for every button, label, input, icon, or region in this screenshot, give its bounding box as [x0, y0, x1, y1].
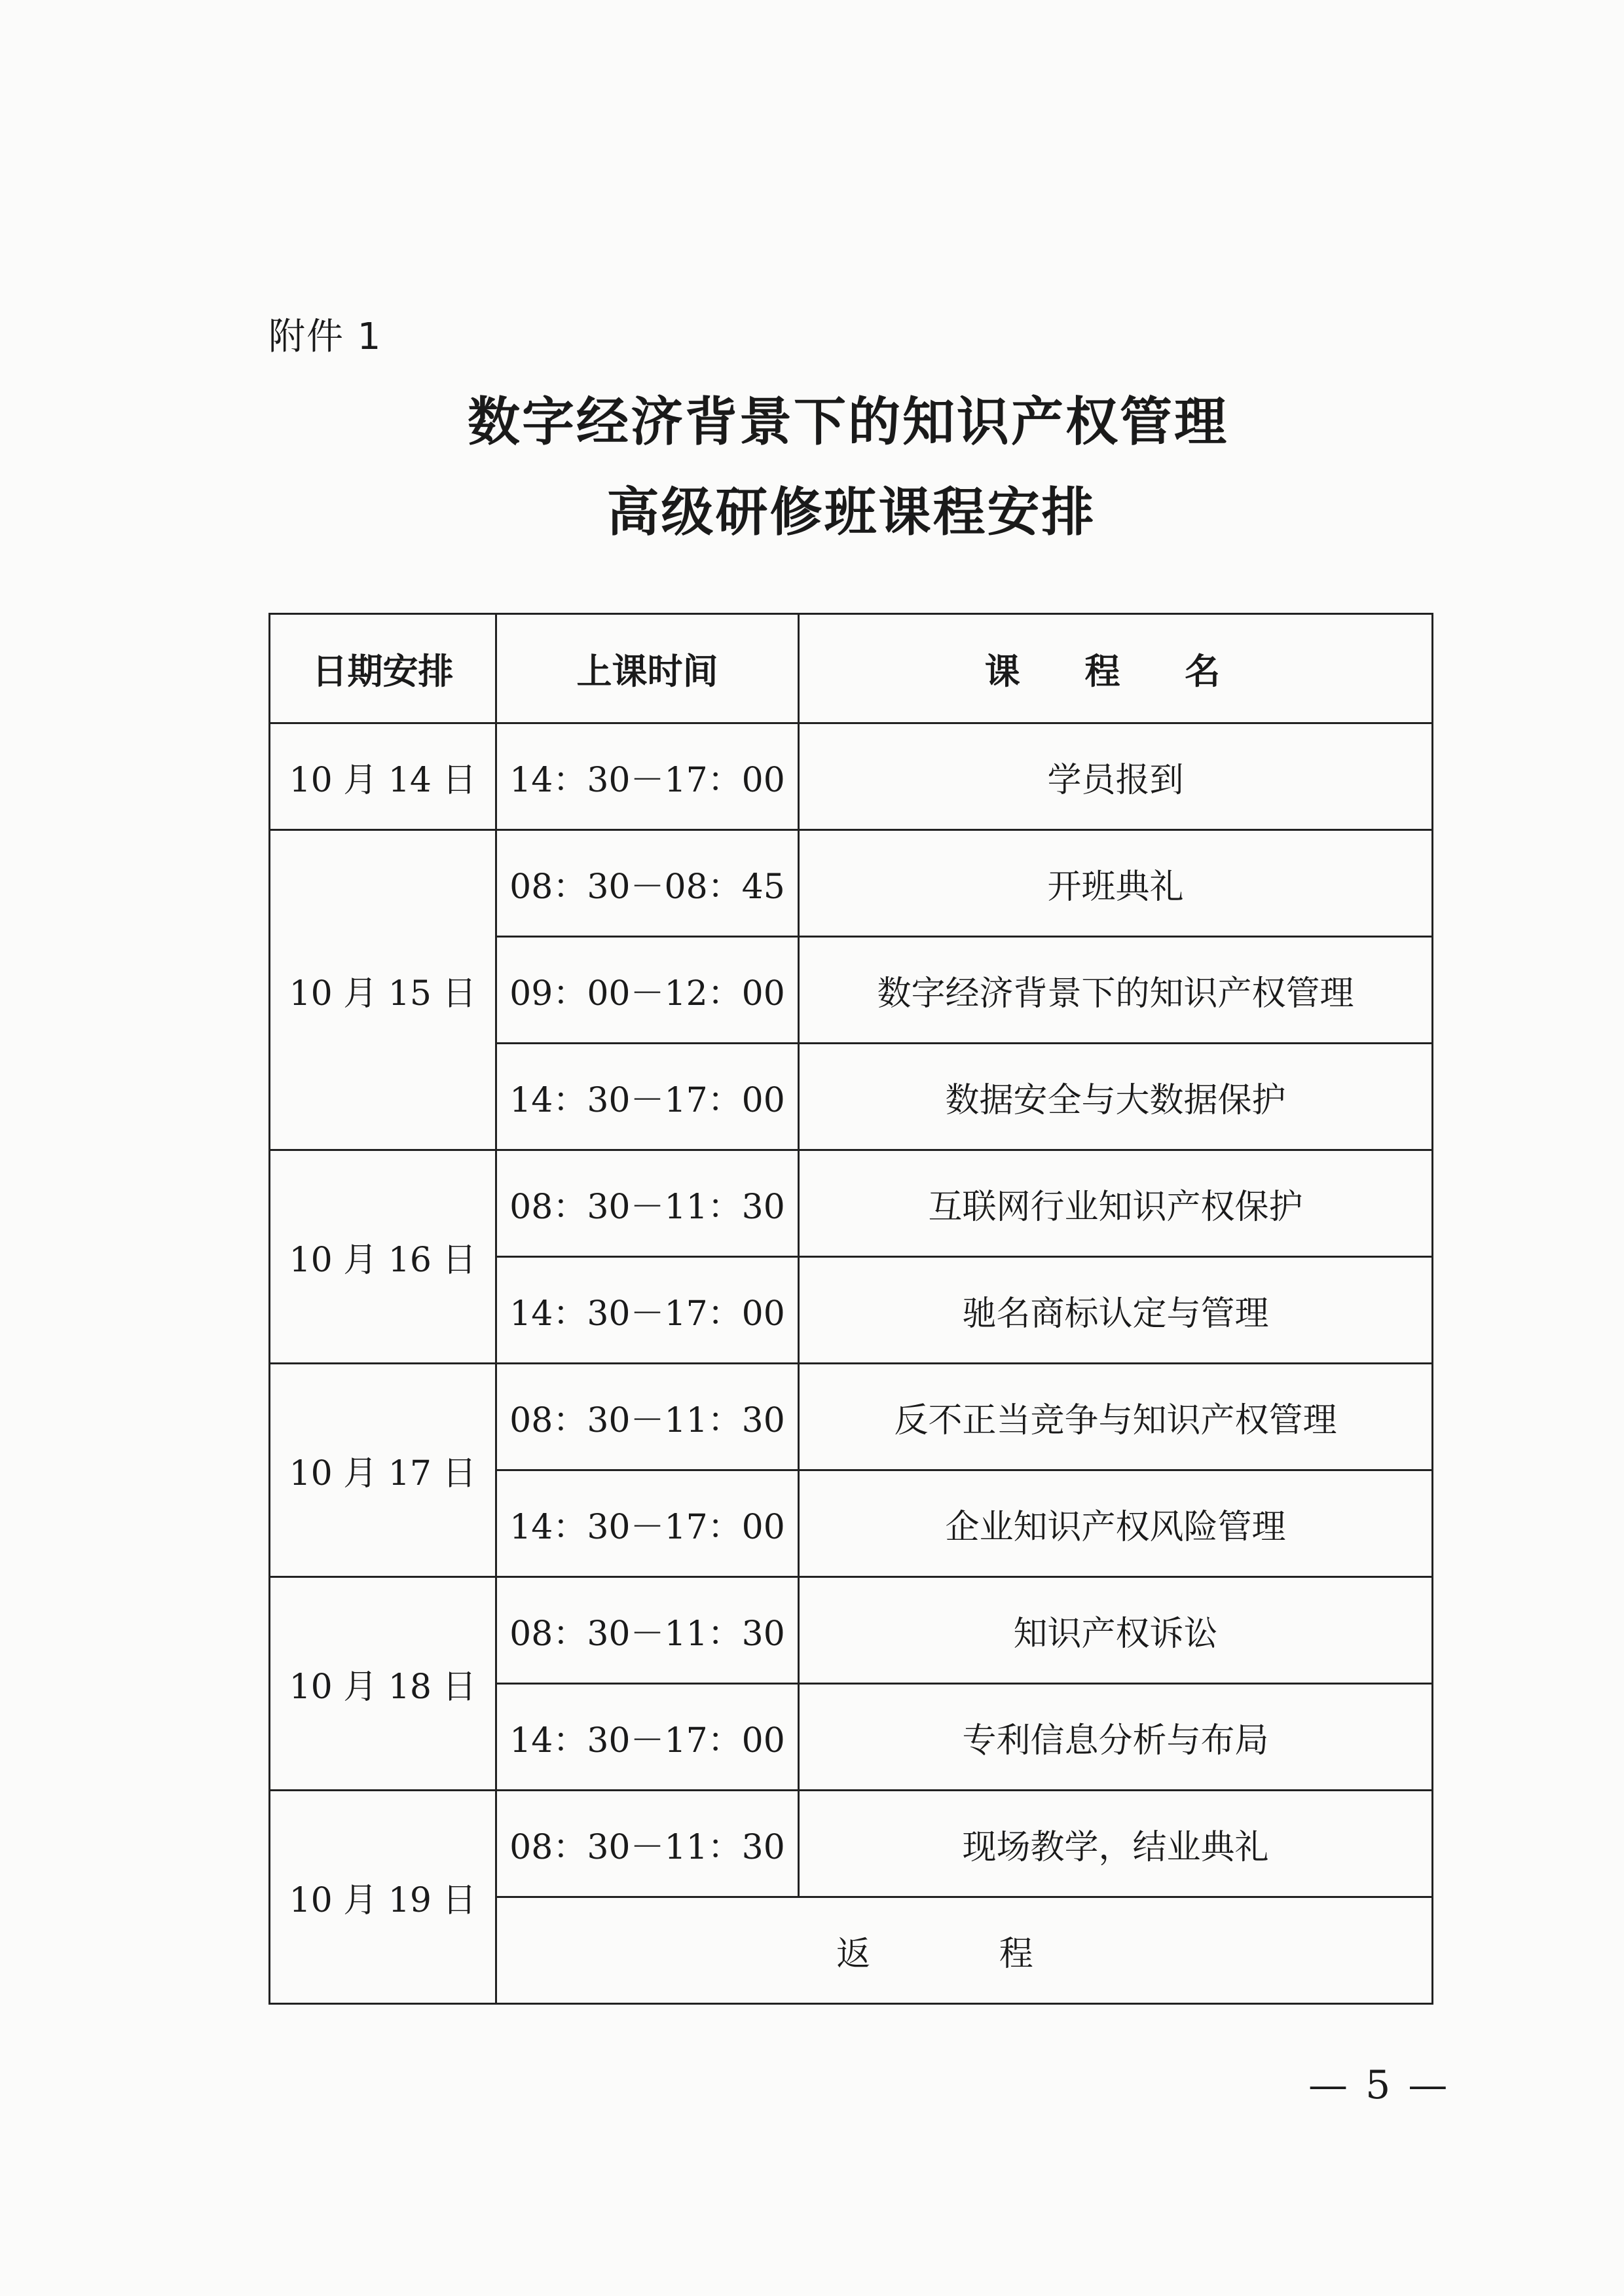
time-cell: 14：30－17：00 — [496, 1044, 799, 1150]
table-row — [270, 1150, 1433, 1257]
time-cell: 14：30－17：00 — [496, 1470, 799, 1577]
course-cell: 驰名商标认定与管理 — [799, 1257, 1433, 1364]
course-cell: 数据安全与大数据保护 — [799, 1044, 1433, 1150]
document-title-line-2: 高级研修班课程安排 — [606, 482, 1096, 543]
attachment-label: 附件 1 — [268, 316, 382, 358]
page-number: — 5 — — [1308, 2062, 1450, 2108]
course-cell: 学员报到 — [799, 723, 1433, 830]
course-cell: 互联网行业知识产权保护 — [799, 1150, 1433, 1257]
date-cell: 10 月 15 日 — [270, 830, 496, 1150]
table-row — [270, 723, 1433, 830]
course-cell: 知识产权诉讼 — [799, 1577, 1433, 1684]
table-row — [270, 1791, 1433, 1897]
course-schedule-table — [268, 613, 1433, 2005]
document-title-line-1: 数字经济背景下的知识产权管理 — [468, 392, 1228, 452]
header-time: 上课时间 — [496, 614, 799, 723]
time-cell: 08：30－11：30 — [496, 1150, 799, 1257]
table-row — [270, 1577, 1433, 1684]
date-cell: 10 月 19 日 — [270, 1791, 496, 2004]
time-cell: 14：30－17：00 — [496, 1257, 799, 1364]
time-cell: 09：00－12：00 — [496, 937, 799, 1044]
return-cell: 返 程 — [496, 1897, 1433, 2004]
course-cell: 企业知识产权风险管理 — [799, 1470, 1433, 1577]
time-cell: 08：30－08：45 — [496, 830, 799, 937]
date-cell: 10 月 16 日 — [270, 1150, 496, 1364]
date-cell: 10 月 14 日 — [270, 723, 496, 830]
course-cell: 开班典礼 — [799, 830, 1433, 937]
course-cell: 反不正当竞争与知识产权管理 — [799, 1364, 1433, 1470]
course-cell: 专利信息分析与布局 — [799, 1684, 1433, 1791]
date-cell: 10 月 18 日 — [270, 1577, 496, 1791]
table-row — [270, 1364, 1433, 1470]
course-cell: 现场教学，结业典礼 — [799, 1791, 1433, 1897]
date-cell: 10 月 17 日 — [270, 1364, 496, 1577]
time-cell: 08：30－11：30 — [496, 1791, 799, 1897]
table-header-row — [270, 614, 1433, 723]
time-cell: 14：30－17：00 — [496, 1684, 799, 1791]
header-course: 课 程 名 — [799, 614, 1433, 723]
header-date: 日期安排 — [270, 614, 496, 723]
course-cell: 数字经济背景下的知识产权管理 — [799, 937, 1433, 1044]
time-cell: 08：30－11：30 — [496, 1577, 799, 1684]
table-row — [270, 830, 1433, 937]
time-cell: 14：30－17：00 — [496, 723, 799, 830]
time-cell: 08：30－11：30 — [496, 1364, 799, 1470]
